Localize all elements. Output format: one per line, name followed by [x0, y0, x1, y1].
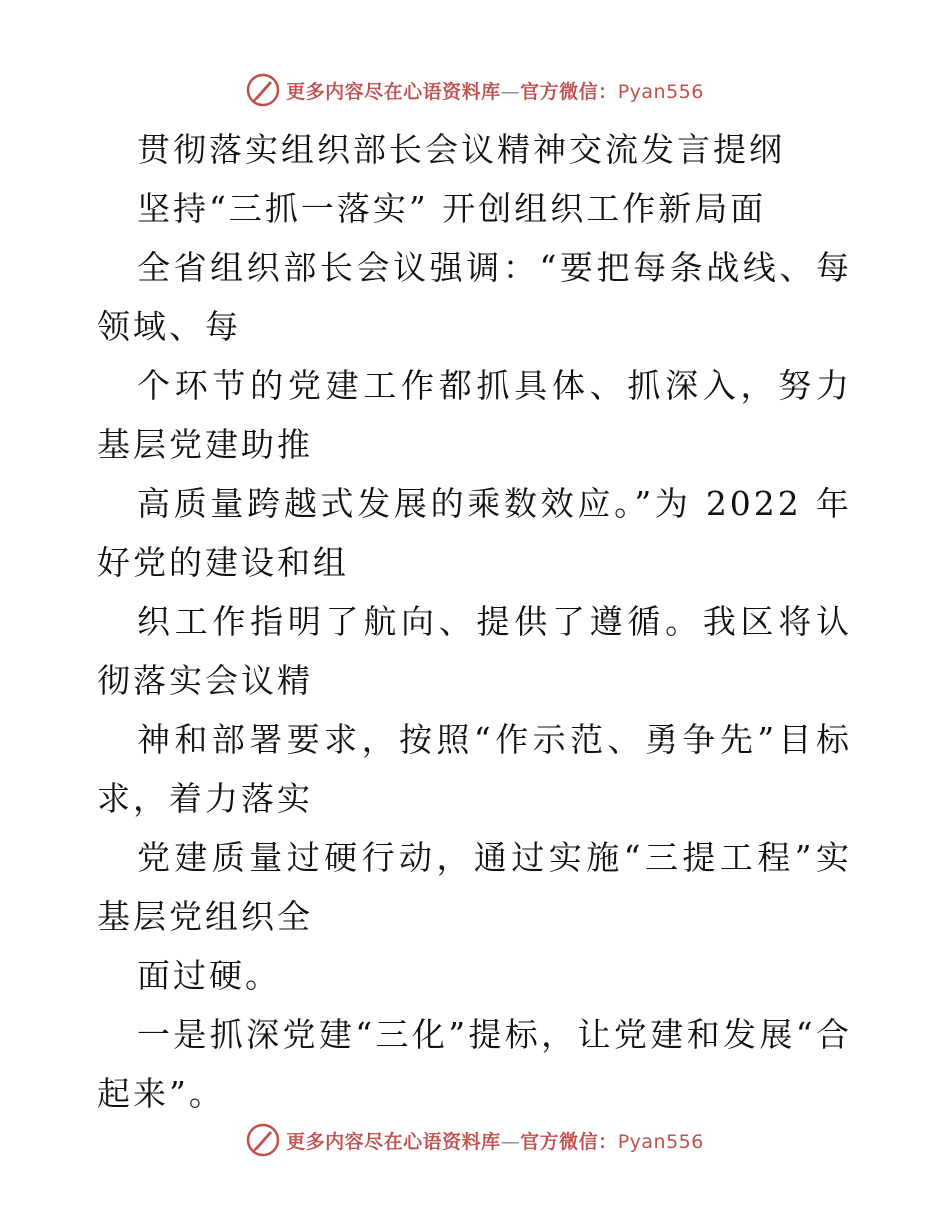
text-line: 起来”。: [97, 1074, 225, 1113]
header-watermark: [0, 70, 950, 110]
watermark-text: 更多内容尽在心语资料库—官方微信：Pyan556: [286, 1130, 704, 1153]
document-title: 贯彻落实组织部长会议精神交流发言提纲: [137, 130, 785, 169]
text-line: 党建质量过硬行动，通过实施“三提工程”实: [137, 838, 852, 877]
text-line: 织工作指明了航向、提供了遵循。我区将认: [137, 602, 852, 641]
document-body: [97, 120, 852, 1123]
text-line: 基层党组织全: [97, 897, 313, 936]
text-line: 好党的建设和组: [97, 543, 349, 582]
text-line: 一是抓深党建“三化”提标，让党建和发展“合: [137, 1015, 852, 1054]
text-line: 领域、每: [97, 307, 241, 346]
watermark-text: 更多内容尽在心语资料库—官方微信：Pyan556: [286, 80, 704, 103]
document-subtitle: 坚持“三抓一落实” 开创组织工作新局面: [137, 189, 767, 228]
text-line: 基层党建助推: [97, 425, 313, 464]
text-line: 全省组织部长会议强调：“要把每条战线、每: [137, 248, 852, 287]
text-line: 个环节的党建工作都抓具体、抓深入，努力: [137, 366, 852, 405]
footer-watermark: [0, 1120, 950, 1160]
text-line: 高质量跨越式发展的乘数效应。”为 2022 年: [137, 484, 852, 523]
text-line: 彻落实会议精: [97, 661, 313, 700]
quill-logo-icon: [246, 1123, 280, 1157]
text-line: 神和部署要求，按照“作示范、勇争先”目标: [137, 720, 852, 759]
text-line: 求，着力落实: [97, 779, 313, 818]
quill-logo-icon: [246, 73, 280, 107]
text-line: 面过硬。: [137, 956, 281, 995]
